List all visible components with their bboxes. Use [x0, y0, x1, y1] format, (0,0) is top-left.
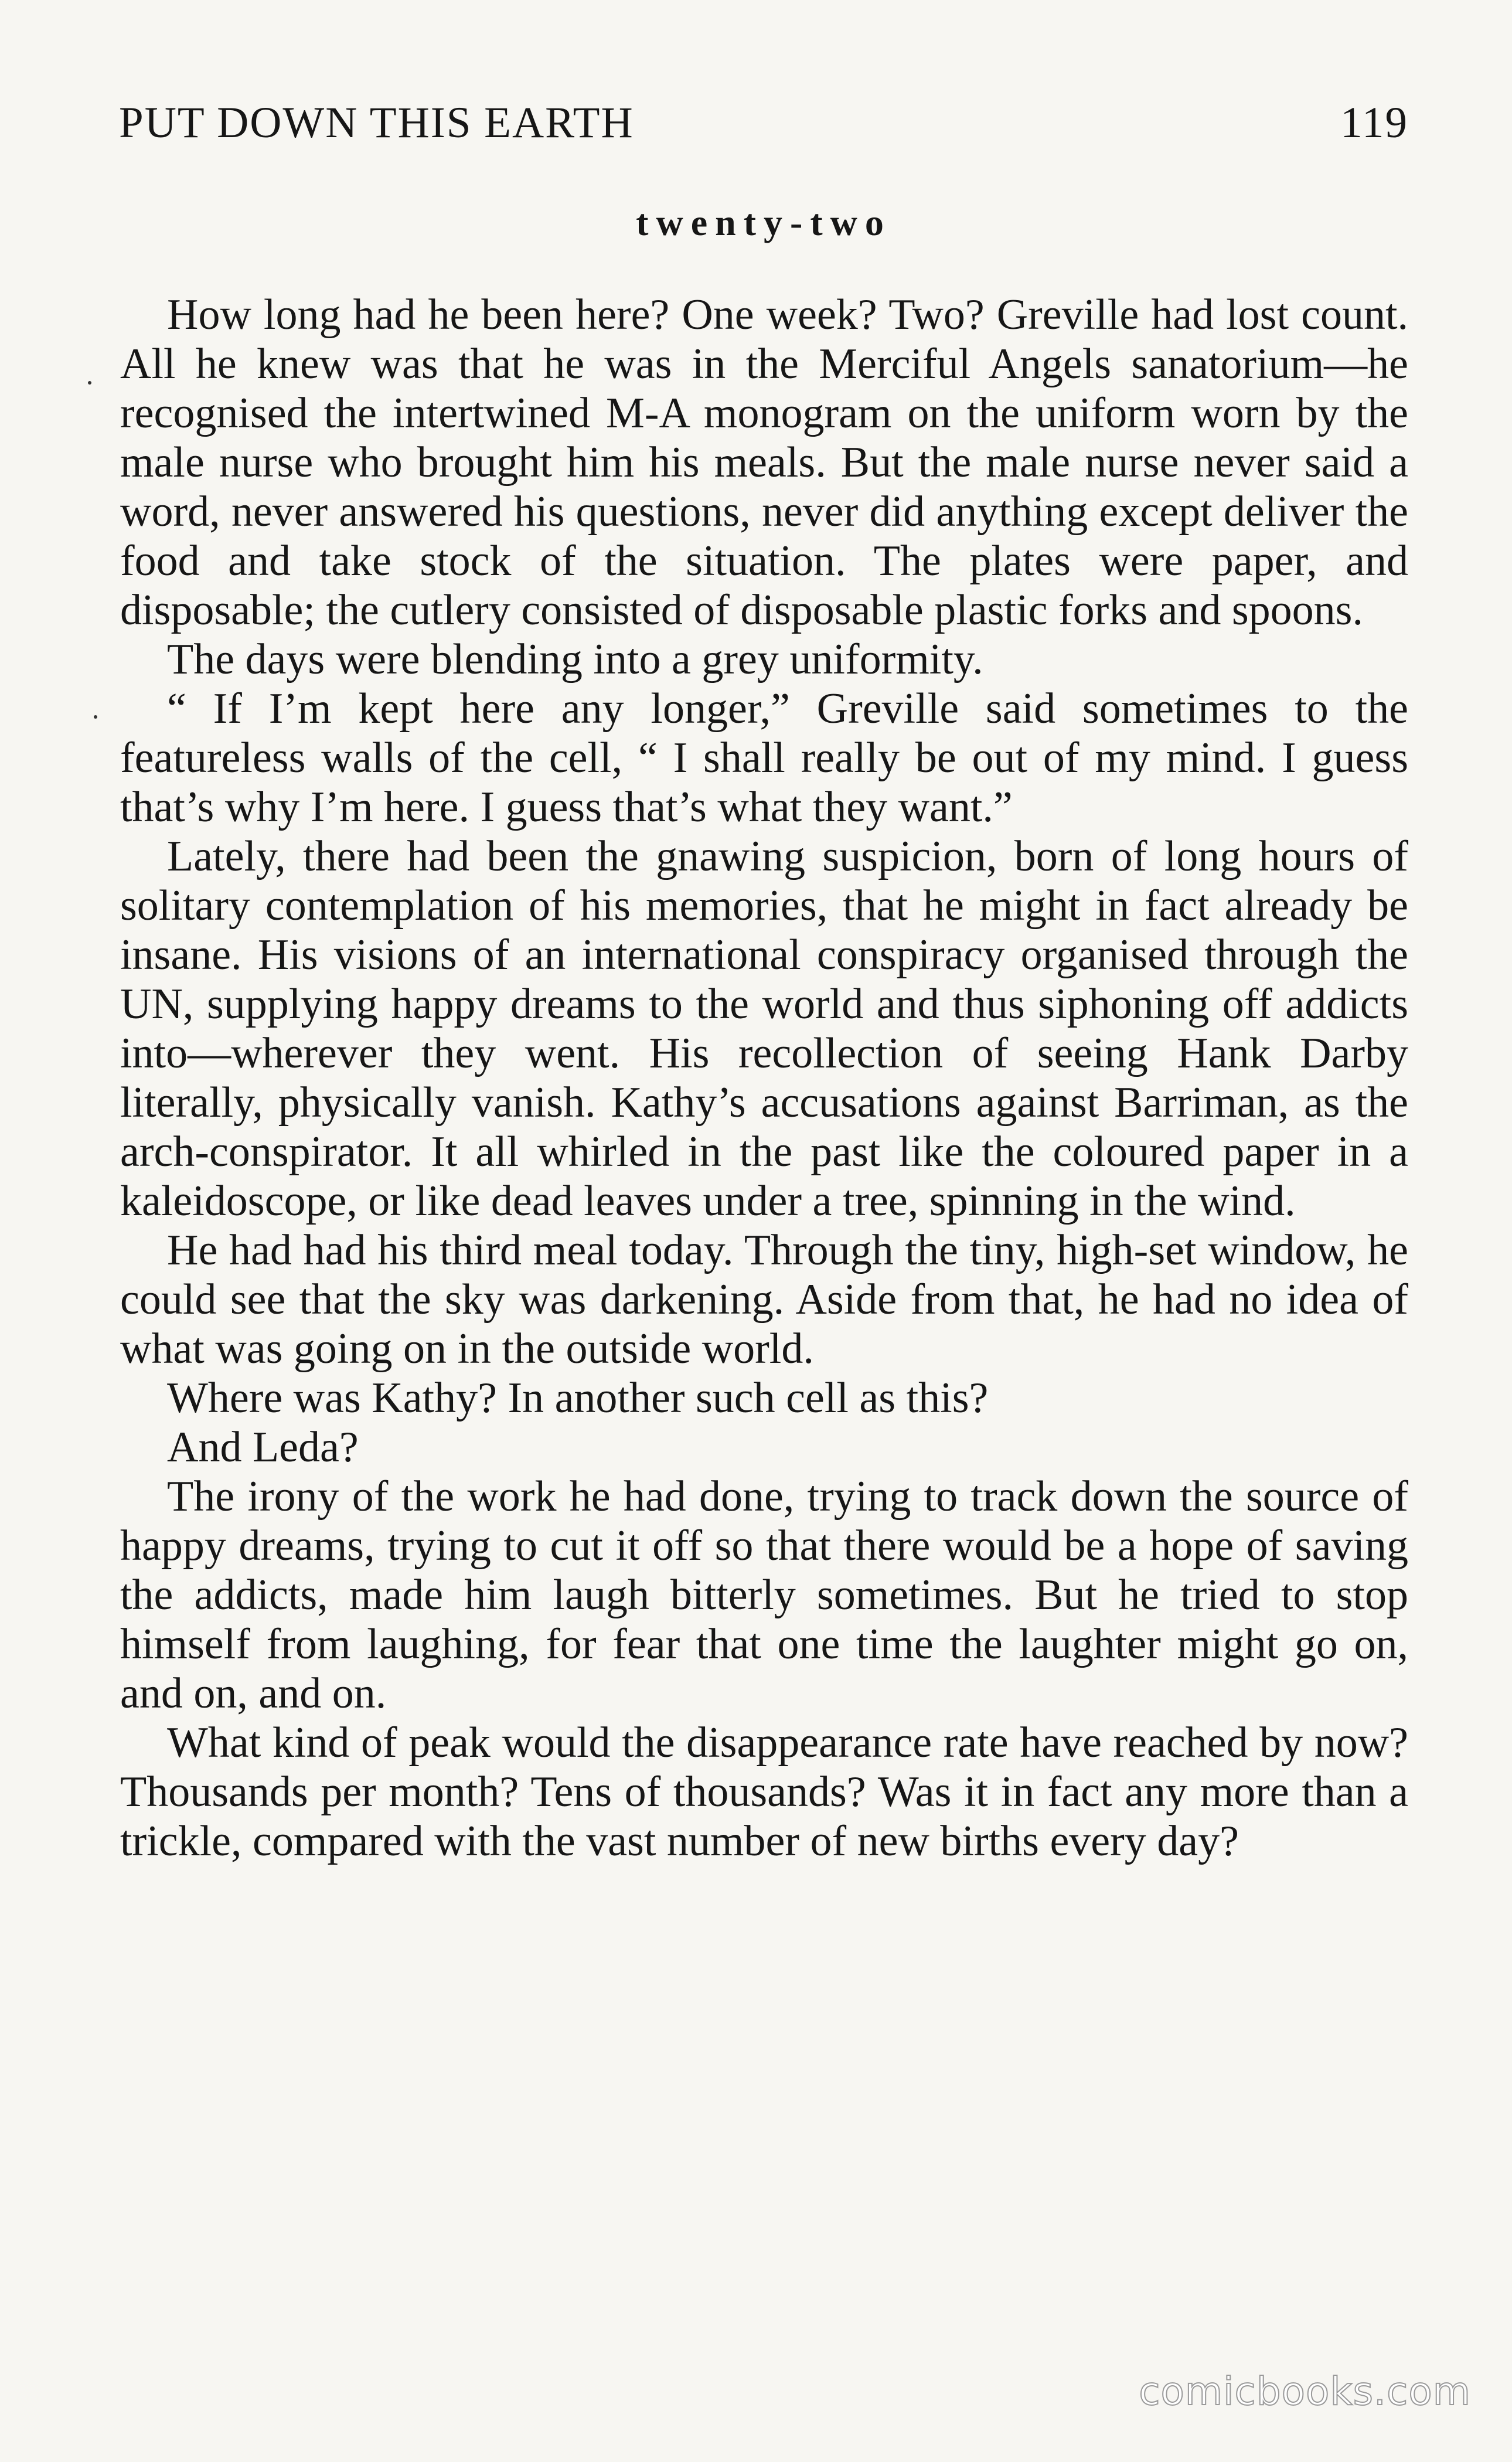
paragraph: The days were blending into a grey uniformity.	[167, 635, 983, 683]
paragraph: Where was Kathy? In another such cell as this?	[167, 1374, 989, 1422]
paragraph: The irony of the work he had done, trying to track down the source of happy dreams, trying to cut it off so that there would be a hope of saving the addicts, made him laugh bitterly sometimes. But he tried to stop himself from laughing, for fear that one time the laughter might go on, and on, and on.	[120, 1473, 1408, 1718]
paragraph: How long had he been here? One week? Two? Greville had lost count. All he knew was that he was in the Merciful Angels sanatorium—he recognised the intertwined M-A monogram on the uniform worn by the male nurse who brought him his meals. But the male nurse never said a word, never answered his questions, never did anything except deliver the food and take stock of the situation. The plates were paper, and disposable; the cutlery consisted of disposable plastic forks and spoons.	[120, 291, 1408, 634]
paragraph: “ If I’m kept here any longer,” Greville said sometimes to the featureless walls of the cell, “ I shall really be out of my mind. I guess that’s why I’m here. I guess that’s what they want.”	[120, 685, 1408, 831]
paragraph: And Leda?	[167, 1423, 359, 1471]
margin-speck	[94, 715, 97, 719]
body-text	[120, 290, 1408, 1866]
margin-speck	[88, 381, 91, 385]
page-number: 119	[1340, 98, 1408, 147]
watermark-logo: comicbooks.com	[1139, 2369, 1471, 2414]
paragraph: He had had his third meal today. Through the tiny, high-set window, he could see that the sky was darkening. Aside from that, he had no idea of what was going on in the outside world.	[120, 1226, 1408, 1373]
chapter-title: twenty-two	[636, 202, 891, 243]
running-title: PUT DOWN THIS EARTH	[119, 98, 634, 147]
paragraph: What kind of peak would the disappearance rate have reached by now? Thousands per month? Tens of thousands? Was it in fact any more than a trickle, compared with the vast number of new births every day?	[120, 1719, 1408, 1865]
paragraph: Lately, there had been the gnawing suspicion, born of long hours of solitary contemplation of his memories, that he might in fact already be insane. His visions of an international conspiracy organised through the UN, supplying happy dreams to the world and thus siphoning off addicts into—wherever they went. His recollection of seeing Hank Darby literally, physically vanish. Kathy’s accusations against Barriman, as the arch-conspirator. It all whirled in the past like the coloured paper in a kaleidoscope, or like dead leaves under a tree, spinning in the wind.	[120, 832, 1408, 1225]
running-head	[119, 94, 1408, 152]
